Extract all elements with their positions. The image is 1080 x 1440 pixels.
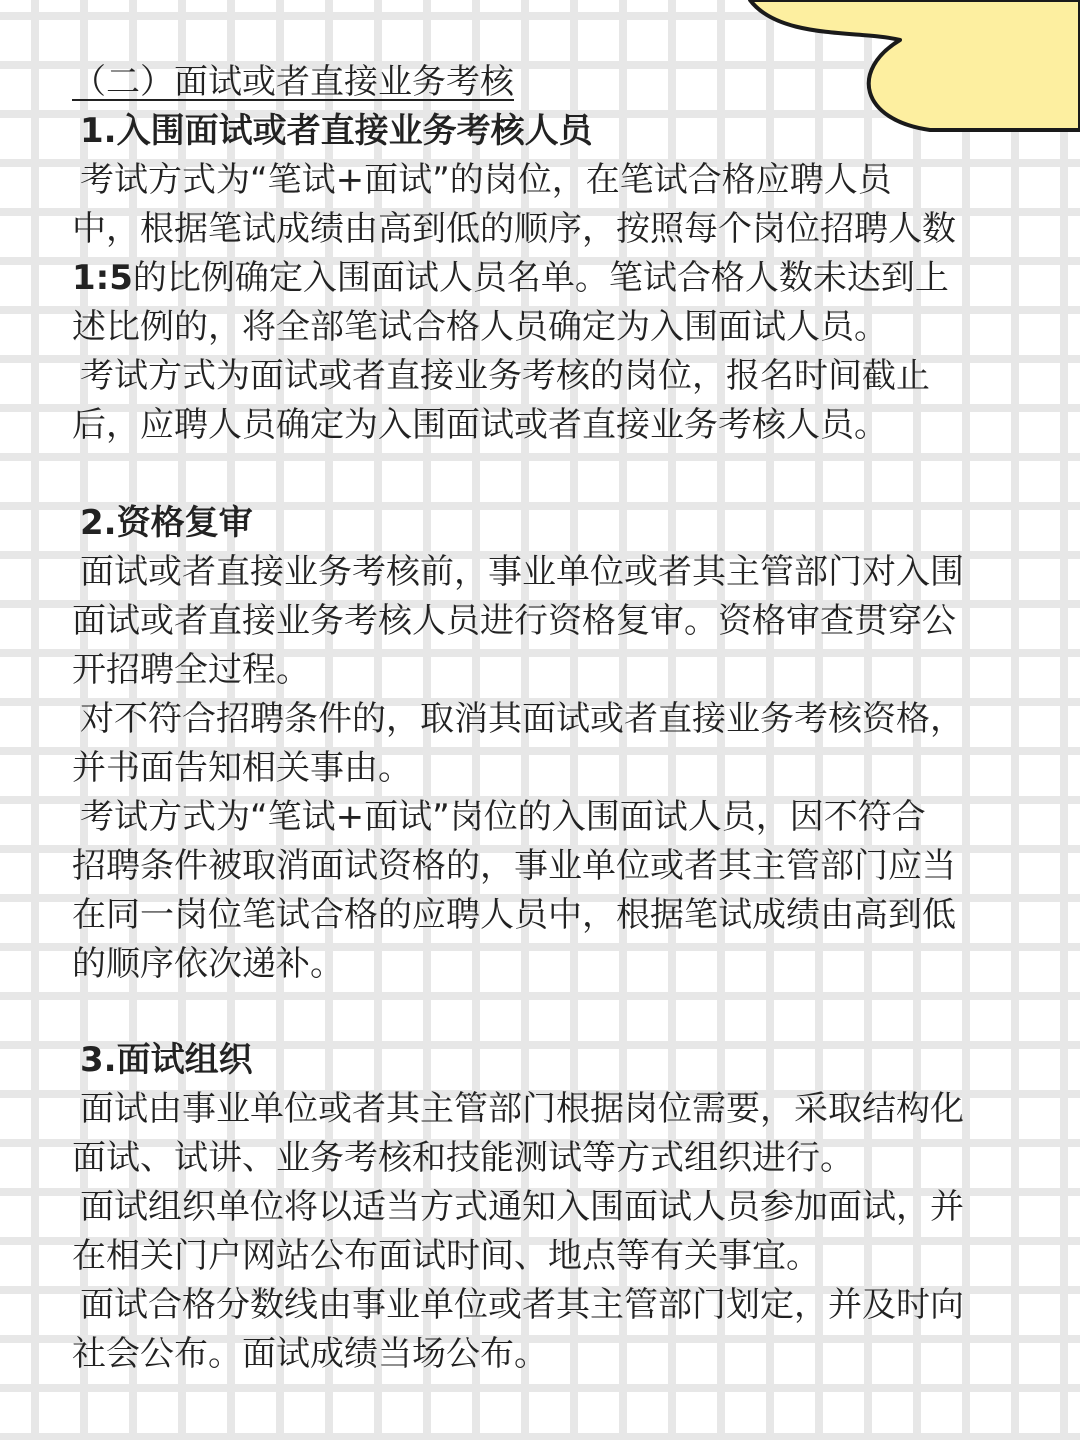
paragraph-line: 述比例的，将全部笔试合格人员确定为入围面试人员。 <box>72 307 888 347</box>
paragraph-line: 考试方式为“笔试+面试”的岗位，在笔试合格应聘人员 <box>80 160 892 200</box>
heading-2: 2.资格复审 <box>80 503 253 543</box>
paragraph-line: 开招聘全过程。 <box>72 650 310 690</box>
paragraph-line: 面试由事业单位或者其主管部门根据岗位需要，采取结构化 <box>80 1089 964 1129</box>
paragraph-line: 后，应聘人员确定为入围面试或者直接业务考核人员。 <box>72 405 888 445</box>
heading-3: 3.面试组织 <box>80 1040 253 1080</box>
paragraph-line: 面试或者直接业务考核前，事业单位或者其主管部门对入围 <box>80 552 964 592</box>
paragraph-line: 面试、试讲、业务考核和技能测试等方式组织进行。 <box>72 1138 854 1178</box>
paragraph-line: 在相关门户网站公布面试时间、地点等有关事宜。 <box>72 1236 820 1276</box>
paragraph-line: 面试或者直接业务考核人员进行资格复审。资格审查贯穿公 <box>72 601 956 641</box>
paragraph-line: 的比例确定入围面试人员名单。笔试合格人数未达到上 <box>132 258 949 298</box>
paragraph-line: 中，根据笔试成绩由高到低的顺序，按照每个岗位招聘人数 <box>72 209 956 249</box>
paragraph-line: 社会公布。面试成绩当场公布。 <box>72 1334 548 1374</box>
paragraph-line: 考试方式为“笔试+面试”岗位的入围面试人员，因不符合 <box>80 797 926 837</box>
paragraph-line: 在同一岗位笔试合格的应聘人员中，根据笔试成绩由高到低 <box>72 895 956 935</box>
paragraph-line: 面试组织单位将以适当方式通知入围面试人员参加面试，并 <box>80 1187 964 1227</box>
paragraph-line: 招聘条件被取消面试资格的，事业单位或者其主管部门应当 <box>72 846 956 886</box>
heading-1: 1.入围面试或者直接业务考核人员 <box>80 111 593 151</box>
paragraph-line-ratio <box>72 254 949 302</box>
paragraph-line: 面试合格分数线由事业单位或者其主管部门划定，并及时向 <box>80 1285 964 1325</box>
ratio-value: 1:5 <box>72 258 133 298</box>
paragraph-line: 的顺序依次递补。 <box>72 944 344 984</box>
paragraph-line: 对不符合招聘条件的，取消其面试或者直接业务考核资格， <box>80 699 964 739</box>
paragraph-line: 考试方式为面试或者直接业务考核的岗位，报名时间截止 <box>80 356 930 396</box>
section-title: （二）面试或者直接业务考核 <box>72 62 514 102</box>
paragraph-line: 并书面告知相关事由。 <box>72 748 412 788</box>
